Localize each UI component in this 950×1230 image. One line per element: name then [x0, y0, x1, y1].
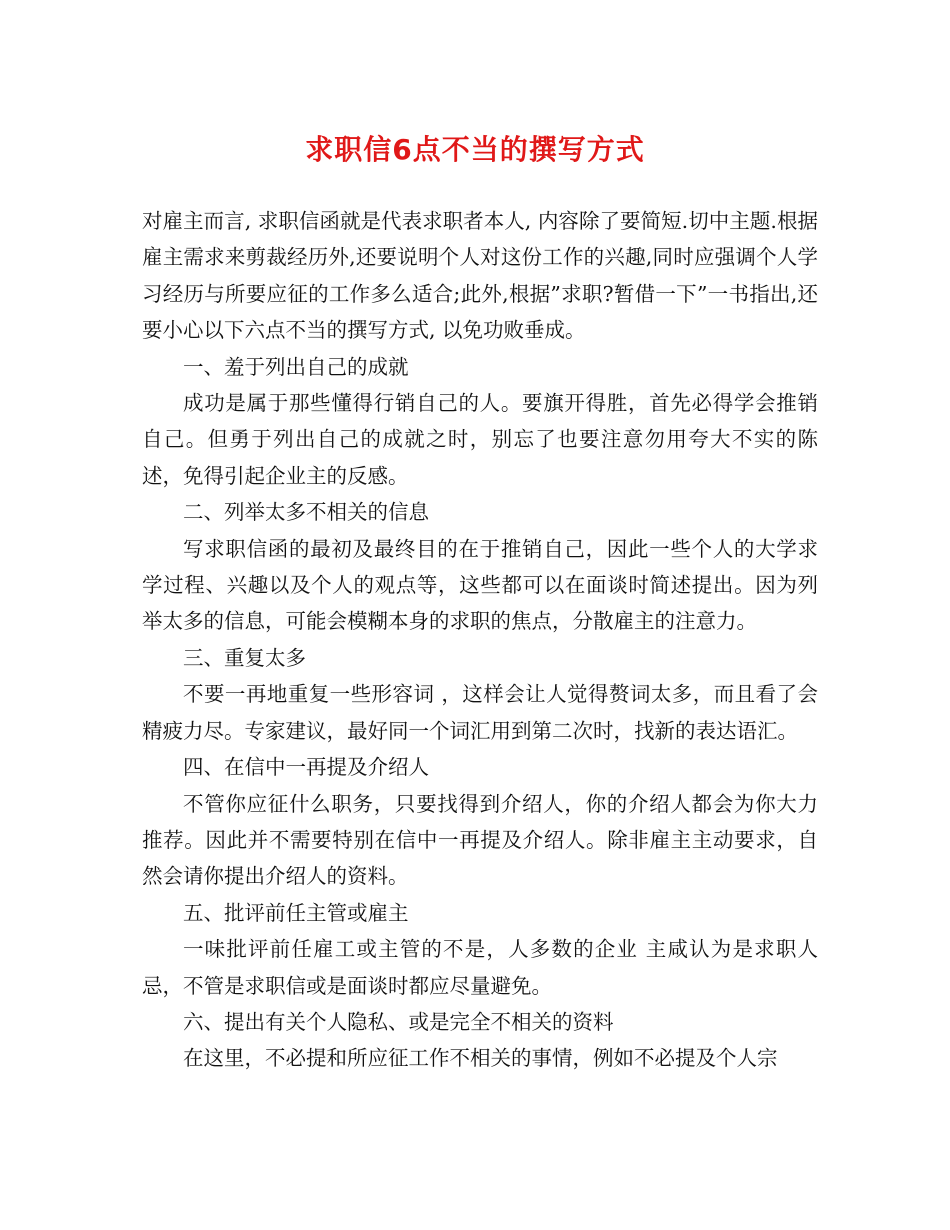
- document-body: [142, 203, 818, 1077]
- section-body-5: 一味批评前任雇工或主管的不是，人多数的企业 主咸认为是求职人忌，不管是求职信或是面谈时都应尽量避免。: [142, 937, 818, 998]
- section-body-4: 不管你应征什么职务，只要找得到介绍人，你的介绍人都会为你大力推荐。因此并不需要特别在信中一再提及介绍人。除非雇主主动要求，自然会请你提出介绍人的资料。: [142, 791, 818, 889]
- section-body-3: 不要一再地重复一些形容词 ，这样会让人觉得赘词太多，而且看了会精疲力尽。专家建议，最好同一个词汇用到第二次时，找新的表达语汇。: [142, 682, 818, 743]
- section-heading-6: 六、提出有关个人隐私、或是完全不相关的资料: [183, 1009, 614, 1034]
- section-body-2: 写求职信函的最初及最终目的在于推销自己，因此一些个人的大学求学过程、兴趣以及个人的观点等，这些都可以在面谈时简述提出。因为列举太多的信息，可能会模糊本身的求职的焦点，分散雇主的注意力。: [142, 536, 818, 634]
- document-title: 求职信6点不当的撰写方式: [305, 133, 645, 166]
- section-heading-2: 二、列举太多不相关的信息: [183, 500, 429, 525]
- section-heading-4: 四、在信中一再提及介绍人: [183, 755, 429, 780]
- section-heading-5: 五、批评前任主管或雇主: [183, 900, 409, 925]
- section-heading-3: 三、重复太多: [183, 645, 306, 670]
- section-body-6: 在这里，不必提和所应征工作不相关的事情，例如不必提及个人宗: [183, 1046, 778, 1071]
- section-body-1: 成功是属于那些懂得行销自己的人。要旗开得胜，首先必得学会推销自己。但勇于列出自己的成就之时，别忘了也要注意勿用夸大不实的陈述，免得引起企业主的反感。: [142, 391, 818, 488]
- intro-paragraph: 对雇主而言, 求职信函就是代表求职者本人, 内容除了要简短.切中主题.根据雇主需求来剪裁经历外,还要说明个人对这份工作的兴趣,同时应强调个人学习经历与所要应征的工作多么适合;此外,根据”求职?暂借一下”一书指出,还要小心以下六点不当的撰写方式, 以免功败垂成。: [142, 209, 818, 343]
- section-heading-1: 一、羞于列出自己的成就: [183, 354, 409, 379]
